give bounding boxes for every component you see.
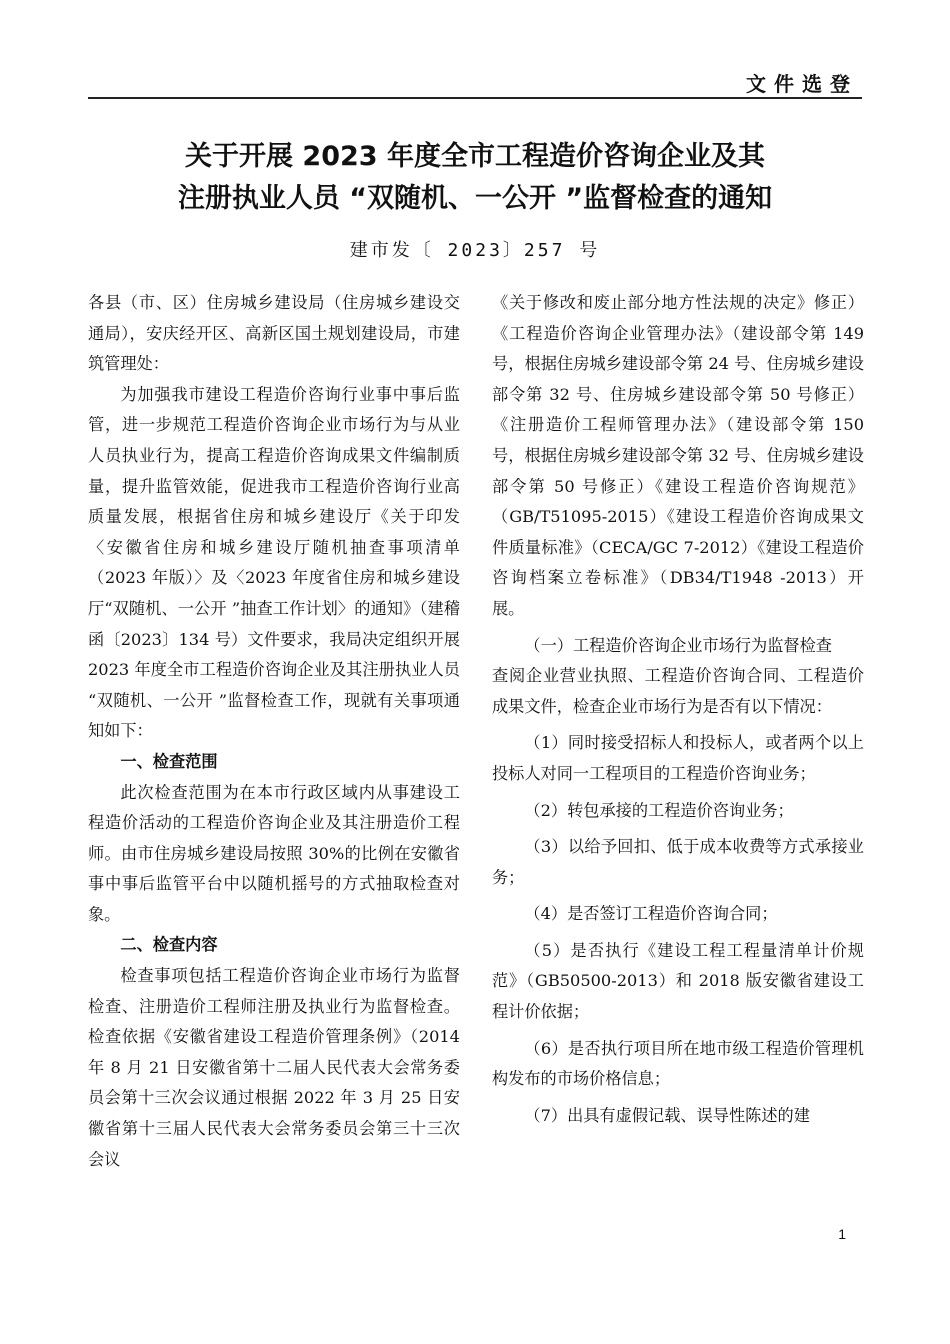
section-label: 文件选登 — [746, 72, 858, 96]
intro-paragraph: 为加强我市建设工程造价咨询行业事中事后监管，进一步规范工程造价咨询企业市场行为与从业人员执业行为，提高工程造价咨询成果文件编制质量，提升监管效能，促进我市工程造价咨询行业高质量发展，根据省住房和城乡建设厅《关于印发〈安徽省住房和城乡建设厅随机抽查事项清单（2023 年版）〉及〈2023 年度省住房和城乡建设厅“双随机、一公开 ”抽查工作计划〉的通知》（建稽函〔2023〕134 号）文件要求，我局决定组织开展 2023 年度全市工程造价咨询企业及其注册执业人员 “双随机、一公开 ”监督检查工作，现就有关事项通知如下： — [88, 384, 460, 741]
list-item: （5）是否执行《建设工程工程量清单计价规范》（GB50500-2013）和 2018 版安徽省建设工程计价依据； — [492, 940, 864, 1022]
scope-paragraph: 此次检查范围为在本市行政区域内从事建设工程造价活动的工程造价咨询企业及其注册造价工程师。由市住房城乡建设局按照 30%的比例在安徽省事中事后监管平台中以随机摇号的方式抽取检查对象。 — [88, 782, 460, 924]
list-item: （4）是否签订工程造价咨询合同； — [524, 904, 778, 924]
list-item: （7）出具有虚假记载、误导性陈述的建 — [524, 1105, 810, 1125]
document-number: 建市发〔 2023〕257 号 — [349, 240, 601, 261]
right-column — [492, 288, 864, 1131]
title-line-2: 注册执业人员 “双随机、一公开 ”监督检查的通知 — [177, 183, 773, 214]
section-heading-scope: 一、检查范围 — [120, 751, 218, 771]
document-title — [88, 136, 862, 220]
title-line-1: 关于开展 2023 年度全市工程造价咨询企业及其 — [185, 141, 765, 172]
addressee-paragraph: 各县（市、区）住房城乡建设局（住房城乡建设交通局），安庆经开区、高新区国土规划建设局，市建筑管理处： — [88, 293, 460, 374]
list-item: （3）以给予回扣、低于成本收费等方式承接业务； — [492, 837, 864, 887]
list-item: （2）转包承接的工程造价咨询业务； — [524, 800, 794, 820]
list-item: （6）是否执行项目所在地市级工程造价管理机构发布的市场价格信息； — [492, 1038, 864, 1089]
header-divider — [88, 97, 862, 99]
page-number: 1 — [838, 1226, 846, 1242]
check-intro-paragraph: 查阅企业营业执照、工程造价咨询合同、工程造价成果文件，检查企业市场行为是否有以下情况： — [492, 666, 864, 716]
content-paragraph: 检查事项包括工程造价咨询企业市场行为监督检查、注册造价工程师注册及执业行为监督检查。检查依据《安徽省建设工程造价管理条例》（2014 年 8 月 21 日安徽省第十二届人民代表大会常务委员会第十三次会议通过根据 2022 年 3 月 25 日安徽省第十三届人民代表大会常务委员会第三十三次会议 — [88, 966, 460, 1169]
list-item: （1）同时接受招标人和投标人，或者两个以上投标人对同一工程项目的工程造价咨询业务； — [492, 733, 864, 783]
left-column — [88, 288, 460, 1175]
section-heading-content: 二、检查内容 — [120, 935, 218, 955]
subheading-market-behavior: （一）工程造价咨询企业市场行为监督检查 — [524, 635, 832, 655]
continuation-paragraph: 《关于修改和废止部分地方性法规的决定》修正）《工程造价咨询企业管理办法》（建设部令第 149 号，根据住房城乡建设部令第 24 号、住房城乡建设部令第 32 号、住房城乡建设部令第 50 号修正）《注册造价工程师管理办法》（建设部令第 150 号，根据住房城乡建设部令第 32 号、住房城乡建设部令第 50 号修正）《建设工程造价咨询规范》（GB/T51095-2015）《建设工程造价咨询成果文件质量标准》（CECA/GC 7-2012）《建设工程造价咨询档案立卷标准》（DB34/T1948 -2013）开展。 — [492, 293, 864, 618]
